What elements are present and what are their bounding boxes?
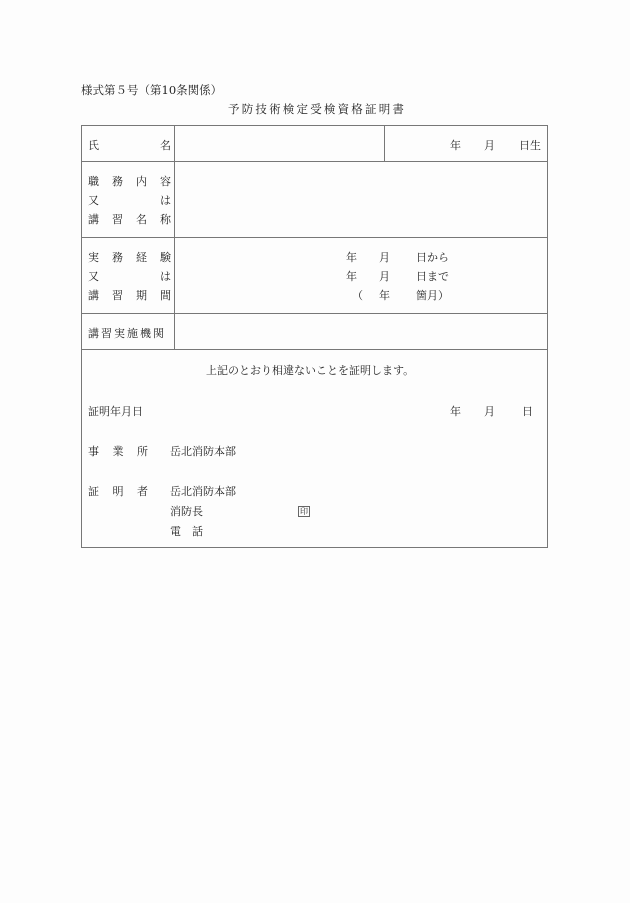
certifier-organization: 岳北消防本部 bbox=[170, 485, 236, 498]
duty-label-line1: 職 務 内 容 bbox=[88, 175, 171, 188]
phone-label: 電 話 bbox=[170, 525, 203, 538]
certifier-title: 消防長 bbox=[170, 505, 203, 518]
seal-mark-icon: 印 bbox=[300, 507, 308, 516]
period-from-day: 日から bbox=[416, 251, 449, 264]
certification-day: 日 bbox=[522, 405, 533, 418]
period-total-year: 年 bbox=[379, 289, 390, 302]
certifier-label: 証 明 者 bbox=[88, 485, 148, 498]
duty-field[interactable] bbox=[176, 163, 546, 236]
institution-field[interactable] bbox=[176, 315, 546, 348]
name-label: 氏 名 bbox=[88, 139, 171, 152]
institution-label: 講習実施機関 bbox=[88, 327, 166, 340]
period-open-paren: （ bbox=[352, 289, 363, 302]
office-value: 岳北消防本部 bbox=[170, 445, 236, 458]
birth-year: 年 bbox=[450, 139, 461, 152]
birth-day: 日生 bbox=[519, 139, 541, 152]
certification-statement: 上記のとおり相違ないことを証明します。 bbox=[206, 364, 415, 377]
certification-month: 月 bbox=[484, 405, 495, 418]
certification-date-label: 証明年月日 bbox=[88, 405, 143, 418]
experience-label-line1: 実 務 経 験 bbox=[88, 251, 171, 264]
period-from-year: 年 bbox=[346, 251, 357, 264]
row-divider bbox=[82, 161, 547, 162]
period-total-months: 箇月） bbox=[416, 289, 449, 302]
certification-year: 年 bbox=[450, 405, 461, 418]
label-column-divider bbox=[174, 126, 175, 349]
birth-month: 月 bbox=[484, 139, 495, 152]
office-label: 事 業 所 bbox=[88, 445, 148, 458]
document-title: 予防技術検定受検資格証明書 bbox=[228, 102, 407, 116]
row-divider bbox=[82, 313, 547, 314]
form-number: 様式第５号（第10条関係） bbox=[81, 83, 223, 97]
duty-label-line3: 講 習 名 称 bbox=[88, 213, 171, 226]
row-divider bbox=[82, 349, 547, 350]
certificate-table bbox=[81, 125, 548, 548]
period-to-day: 日まで bbox=[416, 270, 449, 283]
birth-column-divider bbox=[384, 126, 385, 161]
row-divider bbox=[82, 237, 547, 238]
period-to-year: 年 bbox=[346, 270, 357, 283]
experience-label-line2: 又 は bbox=[88, 270, 171, 283]
period-from-month: 月 bbox=[379, 251, 390, 264]
experience-label-line3: 講 習 期 間 bbox=[88, 289, 171, 302]
period-to-month: 月 bbox=[379, 270, 390, 283]
name-field[interactable] bbox=[176, 127, 383, 160]
duty-label-line2: 又 は bbox=[88, 194, 171, 207]
